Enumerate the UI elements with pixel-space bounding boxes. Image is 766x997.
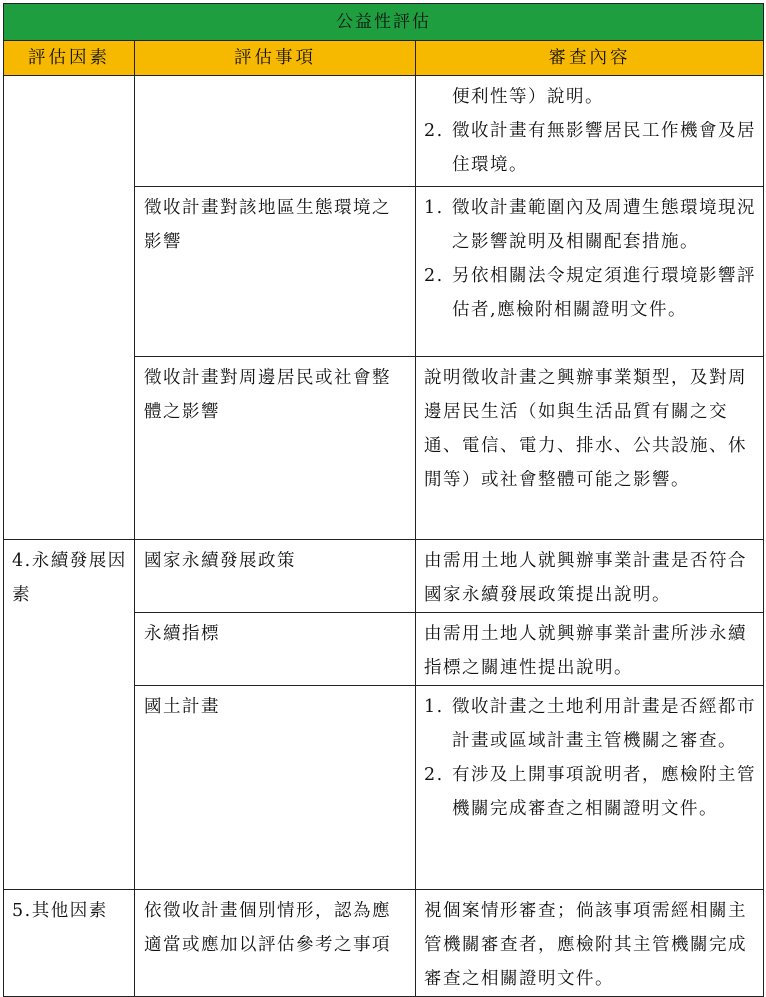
factor-cell: 5.其他因素	[4, 890, 135, 997]
header-content: 審查內容	[416, 41, 764, 76]
content-continuation: 便利性等）說明。	[452, 87, 604, 107]
list-item	[424, 191, 757, 259]
factor-cell	[4, 76, 135, 540]
list-text: 有涉及上開事項說明者，應檢附主管機關完成審查之相關證明文件。	[452, 765, 756, 819]
list-text: 徵收計畫有無影響居民工作機會及居住環境。	[452, 121, 756, 175]
table-title-row	[4, 4, 764, 41]
list-text: 徵收計畫範圍內及周遭生態環境現況之影響說明及相關配套措施。	[452, 198, 756, 252]
table-row	[4, 540, 764, 613]
item-cell: 徵收計畫對該地區生態環境之影響	[135, 187, 416, 357]
content-cell: 由需用土地人就興辦事業計畫是否符合國家永續發展政策提出說明。	[416, 540, 764, 613]
content-cell: 由需用土地人就興辦事業計畫所涉永續指標之關連性提出說明。	[416, 613, 764, 686]
content-cell	[416, 76, 764, 187]
item-cell: 國家永續發展政策	[135, 540, 416, 613]
item-cell: 永續指標	[135, 613, 416, 686]
list-item	[424, 114, 757, 182]
content-cell	[416, 686, 764, 890]
content-cell	[416, 187, 764, 357]
evaluation-table	[3, 3, 764, 997]
table-header-row	[4, 41, 764, 76]
list-number: 2.	[424, 765, 444, 785]
item-cell: 依徵收計畫個別情形，認為應適當或應加以評估參考之事項	[135, 890, 416, 997]
header-item: 評估事項	[135, 41, 416, 76]
item-cell: 徵收計畫對周邊居民或社會整體之影響	[135, 357, 416, 540]
item-cell: 國土計畫	[135, 686, 416, 890]
table-row	[4, 76, 764, 187]
table-title: 公益性評估	[4, 4, 764, 41]
content-cell: 視個案情形審查；倘該事項需經相關主管機關審查者，應檢附其主管機關完成審查之相關證明文件。	[416, 890, 764, 997]
list-item	[424, 690, 757, 758]
list-item	[424, 259, 757, 327]
list-number: 2.	[424, 266, 444, 286]
list-item	[424, 758, 757, 826]
list-number: 2.	[424, 121, 444, 141]
list-number: 1.	[424, 198, 444, 218]
list-text: 徵收計畫之土地利用計畫是否經都市計畫或區域計畫主管機關之審查。	[452, 697, 756, 751]
table-row	[4, 890, 764, 997]
header-factor: 評估因素	[4, 41, 135, 76]
factor-cell: 4.永續發展因素	[4, 540, 135, 890]
item-cell	[135, 76, 416, 187]
content-cell: 說明徵收計畫之興辦事業類型，及對周邊居民生活（如與生活品質有關之交通、電信、電力、排水、公共設施、休閒等）或社會整體可能之影響。	[416, 357, 764, 540]
list-text: 另依相關法令規定須進行環境影響評估者,應檢附相關證明文件。	[452, 266, 756, 320]
list-number: 1.	[424, 697, 444, 717]
